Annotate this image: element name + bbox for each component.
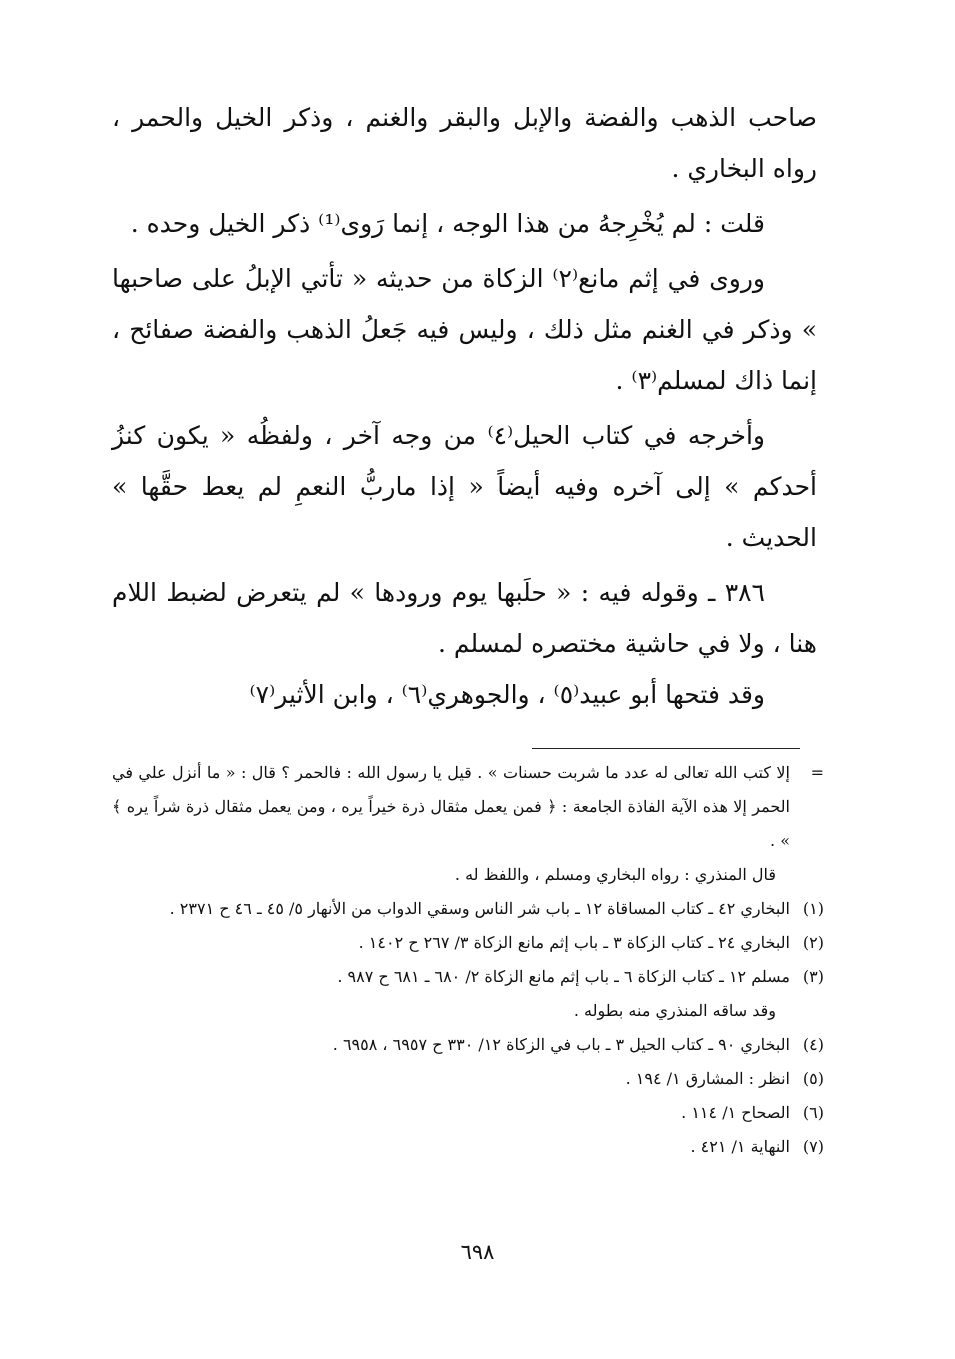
- footnote-text: انظر : المشارق ١/ ١٩٤ .: [625, 1069, 790, 1088]
- footnote-text: البخاري ٩٠ ـ كتاب الحيل ٣ ـ باب في الزكاة ١٢/ ٣٣٠ ح ٦٩٥٧ ، ٦٩٥٨ .: [332, 1035, 790, 1054]
- footnote: [112, 756, 824, 858]
- footnote-marker: (١): [802, 899, 824, 918]
- footnote: [112, 926, 824, 960]
- footnote: [112, 960, 824, 994]
- paragraph: وقد فتحها أبو عبيد⁽٥⁾ ، والجوهري⁽٦⁾ ، وابن الأثير⁽٧⁾: [249, 680, 765, 709]
- footnote: [112, 1062, 824, 1096]
- paragraph: صاحب الذهب والفضة والإبل والبقر والغنم ، وذكر الخيل والحمر ، رواه البخاري .: [112, 103, 817, 183]
- footnote-text: النهاية ١/ ٤٢١ .: [690, 1137, 790, 1156]
- main-text: [112, 92, 817, 720]
- footnote-text: البخاري ٢٤ ـ كتاب الزكاة ٣ ـ باب إثم مانع الزكاة ٣/ ٢٦٧ ح ١٤٠٢ .: [358, 933, 790, 952]
- paragraph: قلت : لم يُخْرِجهُ من هذا الوجه ، إنما رَوى⁽¹⁾ ذكر الخيل وحده .: [130, 209, 765, 238]
- footnotes: [112, 756, 824, 1164]
- footnote-text: البخاري ٤٢ ـ كتاب المساقاة ١٢ ـ باب شر الناس وسقي الدواب من الأنهار ٥/ ٤٥ ـ ٤٦ ح ٢٣٧١ .: [169, 899, 790, 918]
- footnote-marker: (٣): [802, 967, 824, 986]
- paragraph: وأخرجه في كتاب الحيل⁽٤⁾ من وجه آخر ، ولفظُه « يكون كنزُ أحدكم » إلى آخره وفيه أيضاً « إذا ماربُّ النعمِ لم يعط حقَّها » الحديث .: [112, 421, 817, 552]
- footnote: [112, 1028, 824, 1062]
- footnote-text: إلا كتب الله تعالى له عدد ما شربت حسنات » . قيل يا رسول الله : فالحمر ؟ قال : « ما أنزل علي في الحمر إلا هذه الآية الفاذة الجامعة : ﴿ فمن يعمل مثقال ذرة خيراً يره ، ومن يعمل مثقال ذرة شراً يره ﴾ » .: [112, 763, 790, 850]
- footnote-text: وقد ساقه المنذري منه بطوله .: [573, 1001, 776, 1020]
- footnote-text: مسلم ١٢ ـ كتاب الزكاة ٦ ـ باب إثم مانع الزكاة ٢/ ٦٨٠ ـ ٦٨١ ح ٩٨٧ .: [337, 967, 790, 986]
- footnote-marker: (٥): [802, 1069, 824, 1088]
- footnote-separator: [532, 748, 800, 749]
- paragraph: وروى في إثم مانع⁽٢⁾ الزكاة من حديثه « تأتي الإبلُ على صاحبها » وذكر في الغنم مثل ذلك ، وليس فيه جَعلُ الذهب والفضة صفائح ، إنما ذاك لمسلم⁽٣⁾ .: [112, 264, 817, 395]
- paragraph: ٣٨٦ ـ وقوله فيه : « حلَبها يوم ورودها » لم يتعرض لضبط اللام هنا ، ولا في حاشية مختصره لمسلم .: [112, 578, 817, 658]
- footnote: [112, 994, 824, 1028]
- footnote: [112, 1096, 824, 1130]
- footnote-text: الصحاح ١/ ١١٤ .: [681, 1103, 790, 1122]
- page-number: ٦٩٨: [460, 1240, 495, 1264]
- footnote-marker: (٦): [802, 1103, 824, 1122]
- footnote: [112, 892, 824, 926]
- footnote: [112, 1130, 824, 1164]
- footnote-text: قال المنذري : رواه البخاري ومسلم ، واللفظ له .: [454, 865, 776, 884]
- footnote-marker: (٢): [802, 933, 824, 952]
- footnote-marker: (٤): [802, 1035, 824, 1054]
- footnote-marker: (٧): [802, 1137, 824, 1156]
- footnote: [112, 858, 824, 892]
- footnote-marker: =: [810, 763, 824, 782]
